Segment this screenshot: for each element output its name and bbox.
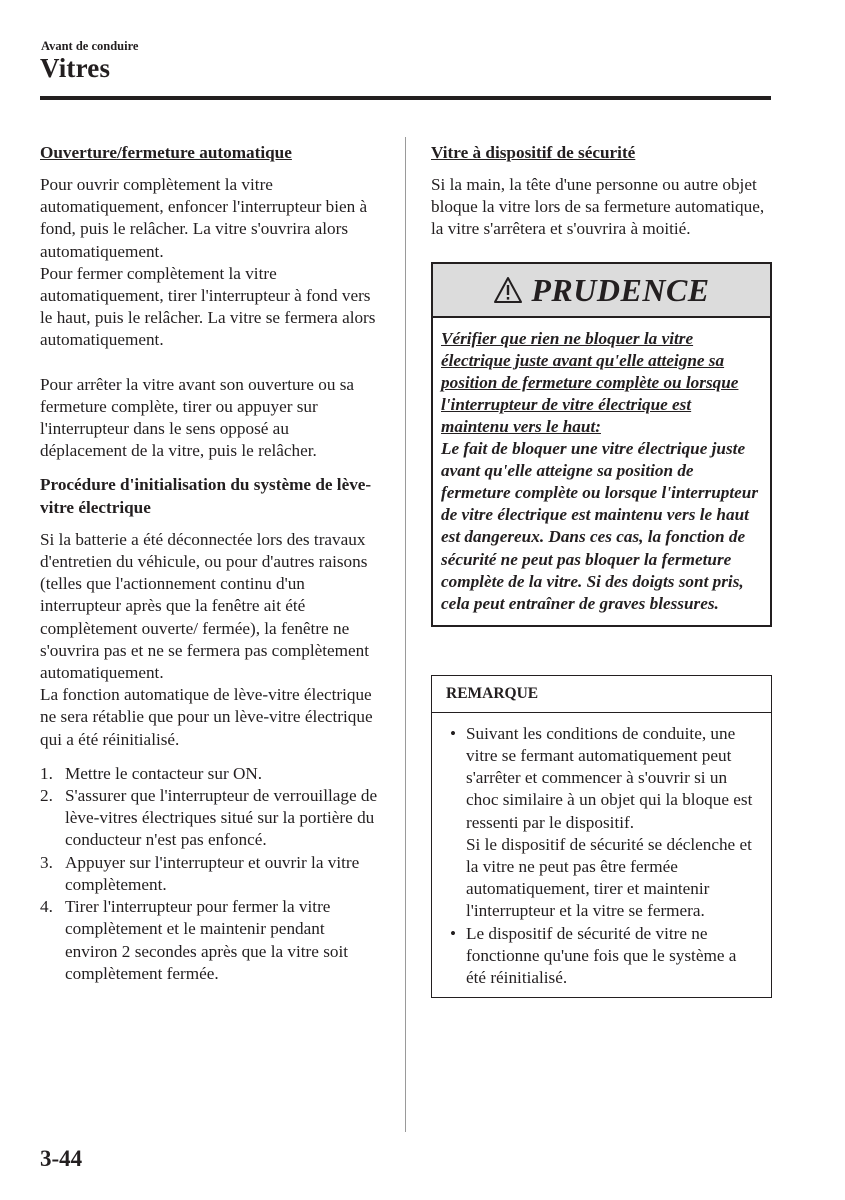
caution-body bbox=[433, 318, 770, 625]
remark-text: Le dispositif de sécurité de vitre ne fonctionne qu'une fois que le système a été réinitialisé. bbox=[466, 923, 737, 988]
caution-title: PRUDENCE bbox=[531, 271, 710, 308]
step-item bbox=[40, 852, 380, 896]
initialization-steps bbox=[40, 763, 380, 985]
step-number: 2. bbox=[40, 786, 53, 806]
page-title: Vitres bbox=[40, 53, 111, 83]
open-instructions: Pour ouvrir complètement la vitre automatiquement, enfoncer l'interrupteur bien à fond, puis le relâcher. La vitre s'ouvrira alors automatiquement. bbox=[40, 175, 368, 261]
caution-header bbox=[433, 264, 770, 318]
remark-list bbox=[446, 723, 757, 989]
warning-triangle-icon bbox=[493, 276, 523, 304]
battery-disconnect-paragraph: Si la batterie a été déconnectée lors des travaux d'entretien du véhicule, ou pour d'autres raisons (telles que l'actionnement continu d'un interrupteur après que la fenêtre ait été complètement ouverte/ fermée), la fenêtre ne s'ouvrira pas et ne se fermera pas complètement automatiquement. bbox=[40, 529, 370, 683]
step-text: Tirer l'interrupteur pour fermer la vitre complètement et le maintenir pendant environ 2 secondes après que la vitre soit complètement fermée. bbox=[65, 897, 349, 983]
close-instructions: Pour fermer complètement la vitre automatiquement, tirer l'interrupteur à fond vers le haut, puis le relâcher. La vitre se fermera alors automatiquement. bbox=[40, 263, 376, 350]
step-item bbox=[40, 785, 380, 852]
caution-lead: Vérifier que rien ne bloquer la vitre électrique juste avant qu'elle atteigne sa position de fermeture complète ou lorsque l'interrupteur de vitre électrique est maintenu vers le haut: bbox=[441, 328, 739, 436]
left-column bbox=[40, 142, 380, 985]
remark-item bbox=[446, 923, 757, 990]
step-text: S'assurer que l'interrupteur de verrouillage de lève-vitres électriques situé sur la portière du conducteur n'est pas enfoncé. bbox=[65, 786, 378, 850]
step-text: Mettre le contacteur sur ON. bbox=[65, 763, 263, 783]
caution-box bbox=[431, 262, 772, 627]
column-divider bbox=[405, 137, 406, 1132]
safety-window-description: Si la main, la tête d'une personne ou autre objet bloque la vitre lors de sa fermeture automatique, la vitre s'arrêtera et s'ouvrira à moitié. bbox=[431, 175, 765, 239]
step-text: Appuyer sur l'interrupteur et ouvrir la vitre complètement. bbox=[65, 852, 360, 894]
right-column bbox=[431, 142, 772, 998]
title-divider bbox=[40, 96, 771, 100]
safety-window-heading: Vitre à dispositif de sécurité bbox=[431, 143, 636, 162]
reset-paragraph: La fonction automatique de lève-vitre électrique ne sera rétablie que pour un lève-vitre électrique qui a été réinitialisé. bbox=[40, 685, 373, 749]
remark-text: Suivant les conditions de conduite, une vitre se fermant automatiquement peut s'arrêter et commencer à s'ouvrir si un choc similaire à un objet qui la bloque est ressenti par le dispositif. bbox=[466, 723, 753, 832]
caution-text: Le fait de bloquer une vitre électrique juste avant qu'elle atteigne sa position de fermeture complète ou lorsque l'interrupteur de vitre électrique est maintenu vers le haut est dangereux. Dans ces cas, la fonction de sécurité ne peut pas bloquer la fermeture complète de la vitre. Si des doigts sont pris, cela peut entraîner de graves blessures. bbox=[441, 439, 759, 613]
bullet-icon: • bbox=[450, 923, 457, 943]
remark-box bbox=[431, 675, 772, 998]
step-number: 3. bbox=[40, 852, 53, 872]
initialization-subheading: Procédure d'initialisation du système de lève-vitre électrique bbox=[40, 475, 372, 517]
stop-instructions: Pour arrêter la vitre avant son ouverture ou sa fermeture complète, tirer ou appuyer sur l'interrupteur dans le sens opposé au déplacement de la vitre, puis le relâcher. bbox=[40, 374, 355, 461]
remark-item bbox=[446, 723, 757, 923]
auto-open-close-heading: Ouverture/fermeture automatique bbox=[40, 143, 292, 162]
section-label: Avant de conduire bbox=[41, 39, 139, 53]
step-number: 4. bbox=[40, 897, 53, 917]
page-number: 3-44 bbox=[40, 1146, 83, 1171]
step-number: 1. bbox=[40, 763, 53, 783]
step-item bbox=[40, 896, 380, 985]
remark-body bbox=[432, 713, 771, 997]
step-item bbox=[40, 763, 380, 785]
bullet-icon: • bbox=[450, 723, 457, 743]
remark-header: REMARQUE bbox=[432, 676, 771, 713]
remark-text-continued: Si le dispositif de sécurité se déclenche et la vitre ne peut pas être fermée automatiquement, tirer et maintenir l'interrupteur et la vitre se fermera. bbox=[466, 834, 752, 921]
